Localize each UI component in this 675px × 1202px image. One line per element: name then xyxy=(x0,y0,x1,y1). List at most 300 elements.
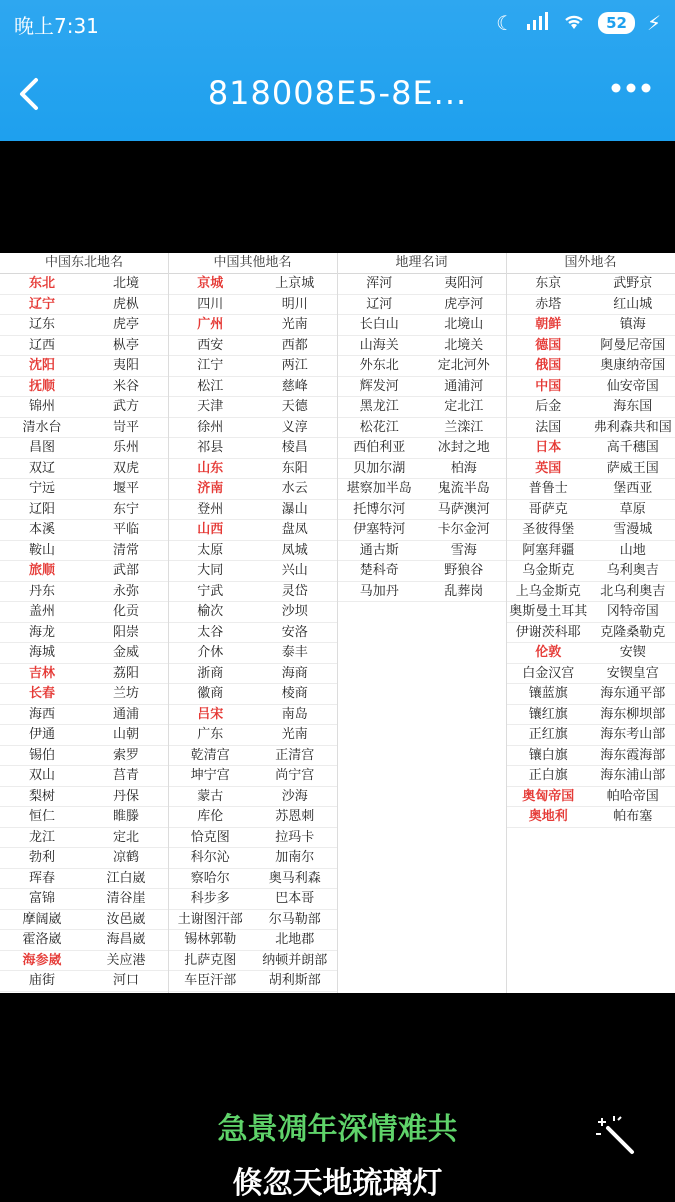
table-cell: 海龙 xyxy=(0,623,84,643)
table-cell: 北地郡 xyxy=(253,930,338,950)
table-row xyxy=(0,746,168,767)
table-row xyxy=(337,459,506,480)
table-cell: 虎亭 xyxy=(84,315,168,335)
table-cell: 榆次 xyxy=(168,602,253,622)
table-row xyxy=(0,438,168,459)
table-cell: 棱昌 xyxy=(253,438,338,458)
table-row xyxy=(337,315,506,336)
table-cell: 库伦 xyxy=(168,807,253,827)
table-cell: 水云 xyxy=(253,479,338,499)
table-cell: 奥康纳帝国 xyxy=(591,356,675,376)
table-cell: 抚顺 xyxy=(0,377,84,397)
table-row xyxy=(506,541,675,562)
table-cell: 东宁 xyxy=(84,500,168,520)
table-cell: 通浦河 xyxy=(422,377,507,397)
table-row xyxy=(0,664,168,685)
table-cell: 定北 xyxy=(84,828,168,848)
table-row xyxy=(506,623,675,644)
table-row xyxy=(0,582,168,603)
table-row xyxy=(506,418,675,439)
table-cell: 海参崴 xyxy=(0,951,84,971)
column-divider xyxy=(506,253,507,993)
table-row xyxy=(168,479,337,500)
table-cell: 北境山 xyxy=(422,315,507,335)
table-cell: 海西 xyxy=(0,705,84,725)
table-row xyxy=(506,459,675,480)
table-cell: 圣彼得堡 xyxy=(506,520,591,540)
table-cell: 日本 xyxy=(506,438,591,458)
table-row xyxy=(168,910,337,931)
table-cell: 野狼谷 xyxy=(422,561,507,581)
magic-wand-icon[interactable] xyxy=(594,1114,638,1158)
table-cell: 瀑山 xyxy=(253,500,338,520)
table-cell: 外东北 xyxy=(337,356,422,376)
table-cell: 锦州 xyxy=(0,397,84,417)
table-cell: 大同 xyxy=(168,561,253,581)
column-group xyxy=(506,253,675,993)
table-row xyxy=(168,336,337,357)
column-header: 地理名词 xyxy=(337,253,506,274)
table-cell: 辽西 xyxy=(0,336,84,356)
table-row xyxy=(168,930,337,951)
table-cell: 盘凤 xyxy=(253,520,338,540)
table-cell: 加南尔 xyxy=(253,848,338,868)
table-row xyxy=(337,500,506,521)
table-cell: 枞亭 xyxy=(84,336,168,356)
table-cell: 长春 xyxy=(0,684,84,704)
table-row xyxy=(0,336,168,357)
table-row xyxy=(168,787,337,808)
table-cell: 高千穗国 xyxy=(591,438,675,458)
table-cell: 徐州 xyxy=(168,418,253,438)
table-cell: 帕哈帝国 xyxy=(591,787,675,807)
table-cell: 天津 xyxy=(168,397,253,417)
table-row xyxy=(506,725,675,746)
table-cell: 普鲁士 xyxy=(506,479,591,499)
table-row xyxy=(0,295,168,316)
table-row xyxy=(168,377,337,398)
table-row xyxy=(506,705,675,726)
table-row xyxy=(337,356,506,377)
table-cell: 旅顺 xyxy=(0,561,84,581)
table-cell: 虎亭河 xyxy=(422,295,507,315)
table-cell: 冈特帝国 xyxy=(591,602,675,622)
table-row xyxy=(0,705,168,726)
table-row xyxy=(0,828,168,849)
table-cell: 贝加尔湖 xyxy=(337,459,422,479)
table-cell: 清常 xyxy=(84,541,168,561)
table-cell: 雪漫城 xyxy=(591,520,675,540)
table-row xyxy=(0,684,168,705)
table-cell: 通古斯 xyxy=(337,541,422,561)
table-row xyxy=(0,500,168,521)
table-row xyxy=(506,643,675,664)
table-cell: 睢滕 xyxy=(84,807,168,827)
table-row xyxy=(506,602,675,623)
table-cell: 广东 xyxy=(168,725,253,745)
table-row xyxy=(506,377,675,398)
table-row xyxy=(337,438,506,459)
table-row xyxy=(0,459,168,480)
table-row xyxy=(506,438,675,459)
table-row xyxy=(506,295,675,316)
table-row xyxy=(0,397,168,418)
table-cell: 锡林郭勒 xyxy=(168,930,253,950)
table-cell: 尔马勒部 xyxy=(253,910,338,930)
table-cell: 西伯利亚 xyxy=(337,438,422,458)
signal-icon xyxy=(526,11,550,35)
table-row xyxy=(0,377,168,398)
table-row xyxy=(168,418,337,439)
table-cell: 萨威王国 xyxy=(591,459,675,479)
table-cell: 庙街 xyxy=(0,971,84,991)
table-cell: 北境关 xyxy=(422,336,507,356)
table-cell: 车臣汗部 xyxy=(168,971,253,991)
table-cell: 阳崇 xyxy=(84,623,168,643)
table-cell: 虎枞 xyxy=(84,295,168,315)
table-cell: 镶白旗 xyxy=(506,746,591,766)
table-cell: 济南 xyxy=(168,479,253,499)
table-row xyxy=(168,828,337,849)
table-cell: 摩阔崴 xyxy=(0,910,84,930)
table-row xyxy=(0,623,168,644)
table-cell: 武部 xyxy=(84,561,168,581)
table-row xyxy=(168,643,337,664)
table-row xyxy=(168,602,337,623)
table-row xyxy=(0,479,168,500)
table-row xyxy=(168,274,337,295)
column-group xyxy=(168,253,337,993)
table-cell: 山地 xyxy=(591,541,675,561)
table-cell: 乌金斯克 xyxy=(506,561,591,581)
table-cell: 弗利森共和国 xyxy=(591,418,675,438)
table-row xyxy=(506,336,675,357)
table-row xyxy=(506,766,675,787)
table-cell: 安锲 xyxy=(591,643,675,663)
table-cell: 科步多 xyxy=(168,889,253,909)
table-row xyxy=(168,500,337,521)
table-cell: 松江 xyxy=(168,377,253,397)
table-cell: 北乌利奥吉 xyxy=(591,582,675,602)
table-cell: 平临 xyxy=(84,520,168,540)
more-horizontal-icon[interactable] xyxy=(609,72,653,112)
table-row xyxy=(0,869,168,890)
table-cell: 伊塞特河 xyxy=(337,520,422,540)
table-cell: 江白崴 xyxy=(84,869,168,889)
table-row xyxy=(168,295,337,316)
table-cell: 京城 xyxy=(168,274,253,294)
image-letterbox-top xyxy=(0,141,675,253)
table-cell: 双辽 xyxy=(0,459,84,479)
table-row xyxy=(0,520,168,541)
table-cell: 赤塔 xyxy=(506,295,591,315)
table-cell: 山朝 xyxy=(84,725,168,745)
table-row xyxy=(168,541,337,562)
table-row xyxy=(0,889,168,910)
table-row xyxy=(506,520,675,541)
table-row xyxy=(168,848,337,869)
table-row xyxy=(337,336,506,357)
table-row xyxy=(506,479,675,500)
table-cell: 通浦 xyxy=(84,705,168,725)
table-cell: 鞍山 xyxy=(0,541,84,561)
table-cell: 安洛 xyxy=(253,623,338,643)
table-row xyxy=(337,274,506,295)
table-cell: 胡利斯部 xyxy=(253,971,338,991)
table-cell: 海东柳坝部 xyxy=(591,705,675,725)
table-cell: 堰平 xyxy=(84,479,168,499)
table-cell: 霍洛崴 xyxy=(0,930,84,950)
table-cell: 辽阳 xyxy=(0,500,84,520)
table-cell: 两江 xyxy=(253,356,338,376)
table-cell: 后金 xyxy=(506,397,591,417)
table-row xyxy=(0,274,168,295)
status-icons xyxy=(496,10,661,36)
table-row xyxy=(506,807,675,828)
table-row xyxy=(168,438,337,459)
wifi-icon xyxy=(562,11,586,35)
table-cell: 上乌金斯克 xyxy=(506,582,591,602)
table-row xyxy=(337,377,506,398)
table-cell: 纳顿并朗部 xyxy=(253,951,338,971)
table-cell: 兴山 xyxy=(253,561,338,581)
table-cell: 双山 xyxy=(0,766,84,786)
table-cell: 祁县 xyxy=(168,438,253,458)
table-cell: 镶蓝旗 xyxy=(506,684,591,704)
table-row xyxy=(0,930,168,951)
table-cell: 海东霞海部 xyxy=(591,746,675,766)
table-cell: 武野京 xyxy=(591,274,675,294)
table-cell: 海城 xyxy=(0,643,84,663)
status-time: 晚上7:31 xyxy=(14,10,99,39)
table-cell: 伦敦 xyxy=(506,643,591,663)
table-cell: 荔阳 xyxy=(84,664,168,684)
table-cell: 冰封之地 xyxy=(422,438,507,458)
table-row xyxy=(168,971,337,992)
table-cell: 富锦 xyxy=(0,889,84,909)
table-row xyxy=(337,561,506,582)
table-cell: 帕布塞 xyxy=(591,807,675,827)
table-row xyxy=(0,787,168,808)
app-header xyxy=(0,0,675,141)
table-cell: 清水台 xyxy=(0,418,84,438)
subtitle-line-1: 急景凋年深情难共 xyxy=(0,1104,675,1148)
column-divider xyxy=(337,253,338,993)
table-cell: 吕宋 xyxy=(168,705,253,725)
table-row xyxy=(337,520,506,541)
table-row xyxy=(0,356,168,377)
table-cell: 米谷 xyxy=(84,377,168,397)
table-cell: 凤城 xyxy=(253,541,338,561)
table-row xyxy=(506,397,675,418)
table-row xyxy=(168,705,337,726)
table-row xyxy=(506,684,675,705)
table-cell: 白金汉宫 xyxy=(506,664,591,684)
table-cell: 丹东 xyxy=(0,582,84,602)
table-cell: 草原 xyxy=(591,500,675,520)
table-row xyxy=(168,520,337,541)
table-cell: 阿曼尼帝国 xyxy=(591,336,675,356)
table-row xyxy=(337,397,506,418)
table-cell: 金威 xyxy=(84,643,168,663)
table-cell: 奥斯曼土耳其 xyxy=(506,602,591,622)
table-row xyxy=(0,561,168,582)
table-cell: 慈峰 xyxy=(253,377,338,397)
table-cell: 梨树 xyxy=(0,787,84,807)
table-cell: 镇海 xyxy=(591,315,675,335)
table-cell: 察哈尔 xyxy=(168,869,253,889)
table-cell: 朝鲜 xyxy=(506,315,591,335)
table-cell: 科尔沁 xyxy=(168,848,253,868)
table-cell: 武方 xyxy=(84,397,168,417)
table-cell: 南岛 xyxy=(253,705,338,725)
battery-indicator: 52 xyxy=(598,12,635,34)
table-cell: 蒙古 xyxy=(168,787,253,807)
table-cell: 珲春 xyxy=(0,869,84,889)
charging-icon: ⚡ xyxy=(647,11,661,35)
table-row xyxy=(506,356,675,377)
table-cell: 浙商 xyxy=(168,664,253,684)
table-row xyxy=(168,315,337,336)
table-row xyxy=(0,643,168,664)
table-cell: 法国 xyxy=(506,418,591,438)
table-cell: 苏恩刺 xyxy=(253,807,338,827)
table-row xyxy=(168,397,337,418)
table-cell: 鬼流半岛 xyxy=(422,479,507,499)
table-cell: 兰坊 xyxy=(84,684,168,704)
table-row xyxy=(0,910,168,931)
table-cell: 辽河 xyxy=(337,295,422,315)
table-cell: 勃利 xyxy=(0,848,84,868)
table-row xyxy=(168,807,337,828)
table-row xyxy=(168,561,337,582)
table-cell: 河口 xyxy=(84,971,168,991)
table-row xyxy=(506,315,675,336)
table-cell: 正红旗 xyxy=(506,725,591,745)
column-header: 中国东北地名 xyxy=(0,253,168,274)
table-cell: 伊通 xyxy=(0,725,84,745)
table-cell: 中国 xyxy=(506,377,591,397)
table-cell: 恒仁 xyxy=(0,807,84,827)
table-cell: 登州 xyxy=(168,500,253,520)
table-cell: 哥萨克 xyxy=(506,500,591,520)
table-row xyxy=(337,418,506,439)
table-row xyxy=(0,315,168,336)
table-cell: 徽商 xyxy=(168,684,253,704)
table-cell: 义淳 xyxy=(253,418,338,438)
table-row xyxy=(506,500,675,521)
table-cell: 卡尔金河 xyxy=(422,520,507,540)
table-cell: 山海关 xyxy=(337,336,422,356)
table-row xyxy=(337,541,506,562)
table-row xyxy=(168,766,337,787)
table-cell: 长白山 xyxy=(337,315,422,335)
table-cell: 乐州 xyxy=(84,438,168,458)
table-cell: 宁武 xyxy=(168,582,253,602)
table-cell: 永弥 xyxy=(84,582,168,602)
table-row xyxy=(168,725,337,746)
table-row xyxy=(0,418,168,439)
table-row xyxy=(168,664,337,685)
table-cell: 恰克图 xyxy=(168,828,253,848)
table-row xyxy=(168,582,337,603)
table-cell: 奥匈帝国 xyxy=(506,787,591,807)
table-cell: 丹保 xyxy=(84,787,168,807)
table-cell: 辽东 xyxy=(0,315,84,335)
table-cell: 马萨澳河 xyxy=(422,500,507,520)
table-cell: 俄国 xyxy=(506,356,591,376)
subtitle-line-2: 倏忽天地琉璃灯 xyxy=(0,1158,675,1202)
table-cell: 灵岱 xyxy=(253,582,338,602)
table-cell: 阿塞拜疆 xyxy=(506,541,591,561)
nav-bar xyxy=(0,52,675,140)
table-cell: 德国 xyxy=(506,336,591,356)
table-cell: 松花江 xyxy=(337,418,422,438)
table-cell: 介休 xyxy=(168,643,253,663)
table-cell: 巴本哥 xyxy=(253,889,338,909)
table-cell: 楚科奇 xyxy=(337,561,422,581)
table-cell: 广州 xyxy=(168,315,253,335)
table-cell: 夷阳 xyxy=(84,356,168,376)
table-row xyxy=(337,295,506,316)
table-row xyxy=(0,541,168,562)
table-cell: 英国 xyxy=(506,459,591,479)
table-cell: 西安 xyxy=(168,336,253,356)
table-cell: 东京 xyxy=(506,274,591,294)
chevron-left-icon[interactable] xyxy=(14,70,50,118)
table-cell: 红山城 xyxy=(591,295,675,315)
table-cell: 奥马利森 xyxy=(253,869,338,889)
table-row xyxy=(337,479,506,500)
table-row xyxy=(168,869,337,890)
table-cell: 沙海 xyxy=(253,787,338,807)
table-cell: 吉林 xyxy=(0,664,84,684)
table-cell: 扎萨克图 xyxy=(168,951,253,971)
table-cell: 江宁 xyxy=(168,356,253,376)
table-cell: 夷阳河 xyxy=(422,274,507,294)
table-cell: 克隆桑勒克 xyxy=(591,623,675,643)
page-title: 818008E5-8E... xyxy=(60,74,615,112)
column-group xyxy=(337,253,506,993)
table-row xyxy=(168,623,337,644)
table-cell: 乾清宫 xyxy=(168,746,253,766)
table-cell: 双虎 xyxy=(84,459,168,479)
table-cell: 山东 xyxy=(168,459,253,479)
table-cell: 堪察加半岛 xyxy=(337,479,422,499)
table-cell: 棱商 xyxy=(253,684,338,704)
column-header: 国外地名 xyxy=(506,253,675,274)
table-cell: 雪海 xyxy=(422,541,507,561)
table-cell: 盖州 xyxy=(0,602,84,622)
table-cell: 乌利奥吉 xyxy=(591,561,675,581)
table-cell: 四川 xyxy=(168,295,253,315)
table-row xyxy=(168,889,337,910)
table-row xyxy=(0,766,168,787)
column-divider xyxy=(168,253,169,993)
table-row xyxy=(506,787,675,808)
table-cell: 沈阳 xyxy=(0,356,84,376)
table-cell: 辽宁 xyxy=(0,295,84,315)
table-cell: 上京城 xyxy=(253,274,338,294)
table-cell: 太原 xyxy=(168,541,253,561)
table-cell: 东阳 xyxy=(253,459,338,479)
table-row xyxy=(0,807,168,828)
table-cell: 索罗 xyxy=(84,746,168,766)
table-cell: 凉鹤 xyxy=(84,848,168,868)
table-cell: 北境 xyxy=(84,274,168,294)
table-cell: 黑龙江 xyxy=(337,397,422,417)
table-cell: 奥地利 xyxy=(506,807,591,827)
